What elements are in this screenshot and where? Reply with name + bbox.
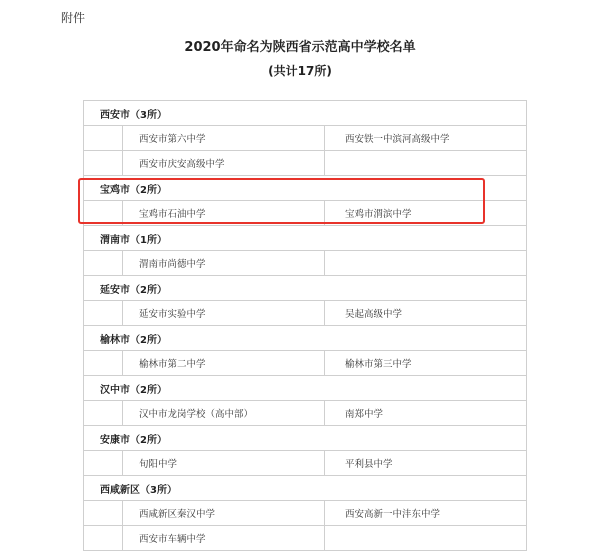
document-title: 2020年命名为陕西省示范高中学校名单	[184, 40, 416, 55]
school-name: 南郑中学	[325, 401, 527, 426]
document-subtitle: (共计17所)	[268, 64, 332, 78]
school-name: 西安市第六中学	[123, 126, 325, 151]
school-row	[84, 526, 527, 551]
indent-cell	[84, 451, 123, 476]
indent-cell	[84, 401, 123, 426]
city-row	[84, 101, 527, 126]
school-name: 西安铁一中滨河高级中学	[325, 126, 527, 151]
city-row	[84, 476, 527, 501]
school-row	[84, 301, 527, 326]
school-name: 榆林市第二中学	[123, 351, 325, 376]
attachment-label: 附件	[61, 11, 86, 25]
school-name: 平利县中学	[325, 451, 527, 476]
school-list-table	[83, 100, 527, 551]
indent-cell	[84, 151, 123, 176]
school-name: 西安市庆安高级中学	[123, 151, 325, 176]
school-name: 宝鸡市石油中学	[123, 201, 325, 226]
city-header: 渭南市（1所）	[84, 226, 527, 251]
school-name: 榆林市第三中学	[325, 351, 527, 376]
school-row	[84, 451, 527, 476]
school-row	[84, 251, 527, 276]
school-row	[84, 401, 527, 426]
school-name	[325, 251, 527, 276]
school-name	[325, 526, 527, 551]
indent-cell	[84, 526, 123, 551]
city-row	[84, 376, 527, 401]
indent-cell	[84, 251, 123, 276]
city-row	[84, 326, 527, 351]
highlight-box	[78, 178, 485, 224]
city-row	[84, 226, 527, 251]
city-row	[84, 276, 527, 301]
school-name: 旬阳中学	[123, 451, 325, 476]
school-name: 西安市车辆中学	[123, 526, 325, 551]
school-row	[84, 501, 527, 526]
indent-cell	[84, 501, 123, 526]
indent-cell	[84, 301, 123, 326]
city-header: 汉中市（2所）	[84, 376, 527, 401]
city-header: 西安市（3所）	[84, 101, 527, 126]
school-name: 西咸新区秦汉中学	[123, 501, 325, 526]
school-row	[84, 151, 527, 176]
city-header: 宝鸡市（2所）	[84, 176, 527, 201]
school-name: 宝鸡市渭滨中学	[325, 201, 527, 226]
city-header: 延安市（2所）	[84, 276, 527, 301]
school-name: 渭南市尚德中学	[123, 251, 325, 276]
city-header: 榆林市（2所）	[84, 326, 527, 351]
city-header: 安康市（2所）	[84, 426, 527, 451]
school-row	[84, 126, 527, 151]
school-name: 汉中市龙岗学校（高中部）	[123, 401, 325, 426]
school-name	[325, 151, 527, 176]
school-name: 吴起高级中学	[325, 301, 527, 326]
indent-cell	[84, 126, 123, 151]
school-name: 延安市实验中学	[123, 301, 325, 326]
indent-cell	[84, 351, 123, 376]
city-header: 西咸新区（3所）	[84, 476, 527, 501]
city-row	[84, 426, 527, 451]
school-row	[84, 351, 527, 376]
school-name: 西安高新一中沣东中学	[325, 501, 527, 526]
